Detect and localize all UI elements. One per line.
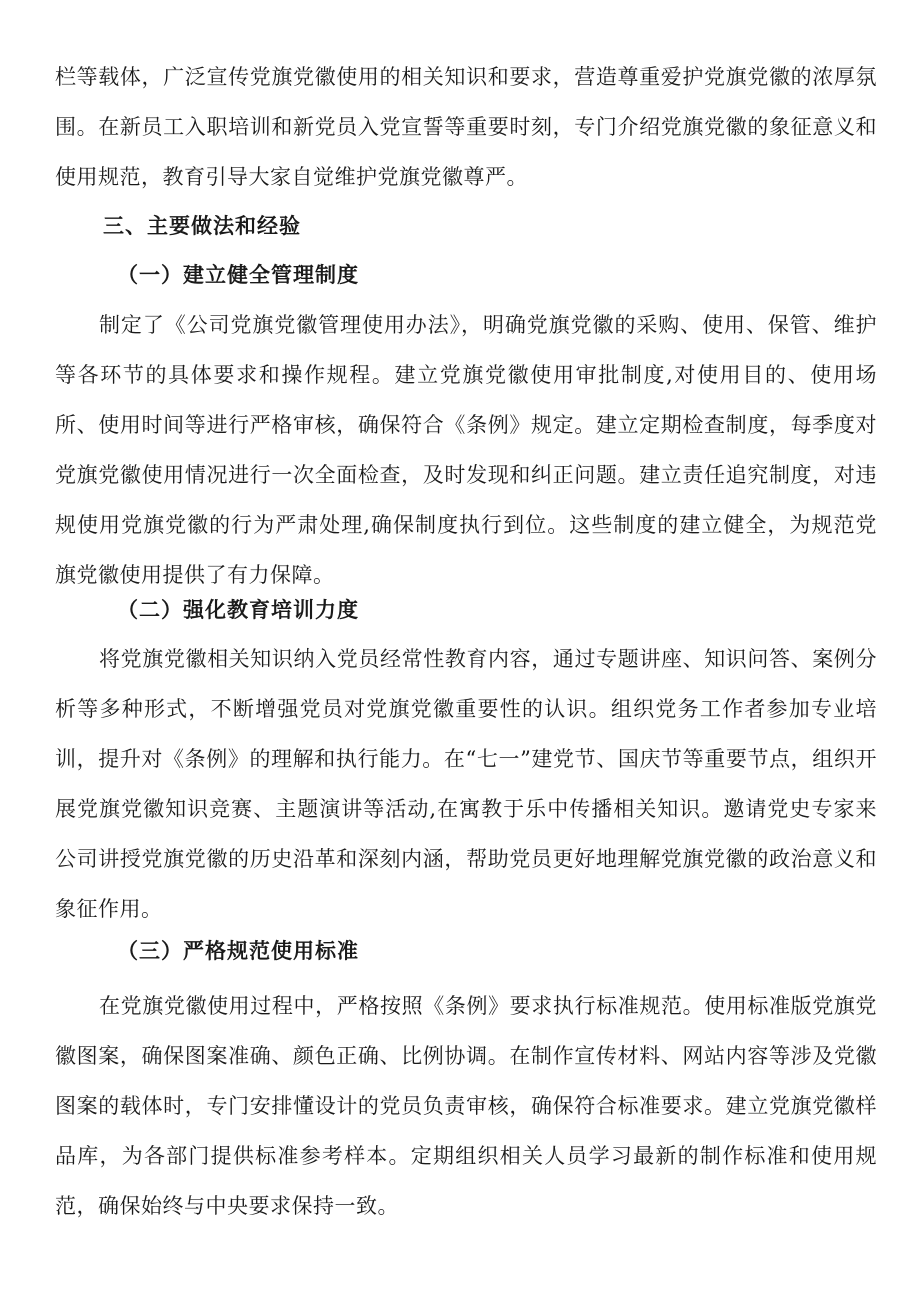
subsection-body-1: 制定了《公司党旗党徽管理使用办法》，明确党旗党徽的采购、使用、保管、维护等各环节的具体要求和操作规程。建立党旗党徽使用审批制度,对使用目的、使用场所、使用时间等进行严格审核，确保符合《条例》规定。建立定期检查制度，每季度对党旗党徽使用情况进行一次全面检查，及时发现和纠正问题。建立责任追究制度，对违规使用党旗党徽的行为严肃处理,确保制度执行到位。这些制度的建立健全，为规范党旗党徽使用提供了有力保障。 <box>55 313 877 587</box>
intro-paragraph: 栏等载体，广泛宣传党旗党徽使用的相关知识和要求，营造尊重爱护党旗党徽的浓厚氛围。在新员工入职培训和新党员入党宣誓等重要时刻，专门介绍党旗党徽的象征意义和使用规范，教育引导大家自觉维护党旗党徽尊严。 <box>55 65 877 189</box>
subsection-title-2: （二）强化教育培训力度 <box>117 597 359 622</box>
subsection-body-3: 在党旗党徽使用过程中，严格按照《条例》要求执行标准规范。使用标准版党旗党徽图案，确保图案准确、颜色正确、比例协调。在制作宣传材料、网站内容等涉及党徽图案的载体时，专门安排懂设计的党员负责审核，确保符合标准要求。建立党旗党徽样品库，为各部门提供标准参考样本。定期组织相关人员学习最新的制作标准和使用规范，确保始终与中央要求保持一致。 <box>55 994 877 1218</box>
section-title: 三、主要做法和经验 <box>103 213 301 238</box>
subsection-title-1: （一）建立健全管理制度 <box>117 262 359 287</box>
subsection-body-2: 将党旗党徽相关知识纳入党员经常性教育内容，通过专题讲座、知识问答、案例分析等多种形式，不断增强党员对党旗党徽重要性的认识。组织党务工作者参加专业培训，提升对《条例》的理解和执行能力。在“七一”建党节、国庆节等重要节点，组织开展党旗党徽知识竞赛、主题演讲等活动,在寓教于乐中传播相关知识。邀请党史专家来公司讲授党旗党徽的历史沿革和深刻内涵，帮助党员更好地理解党旗党徽的政治意义和象征作用。 <box>55 647 877 921</box>
subsection-title-3: （三）严格规范使用标准 <box>117 938 359 963</box>
